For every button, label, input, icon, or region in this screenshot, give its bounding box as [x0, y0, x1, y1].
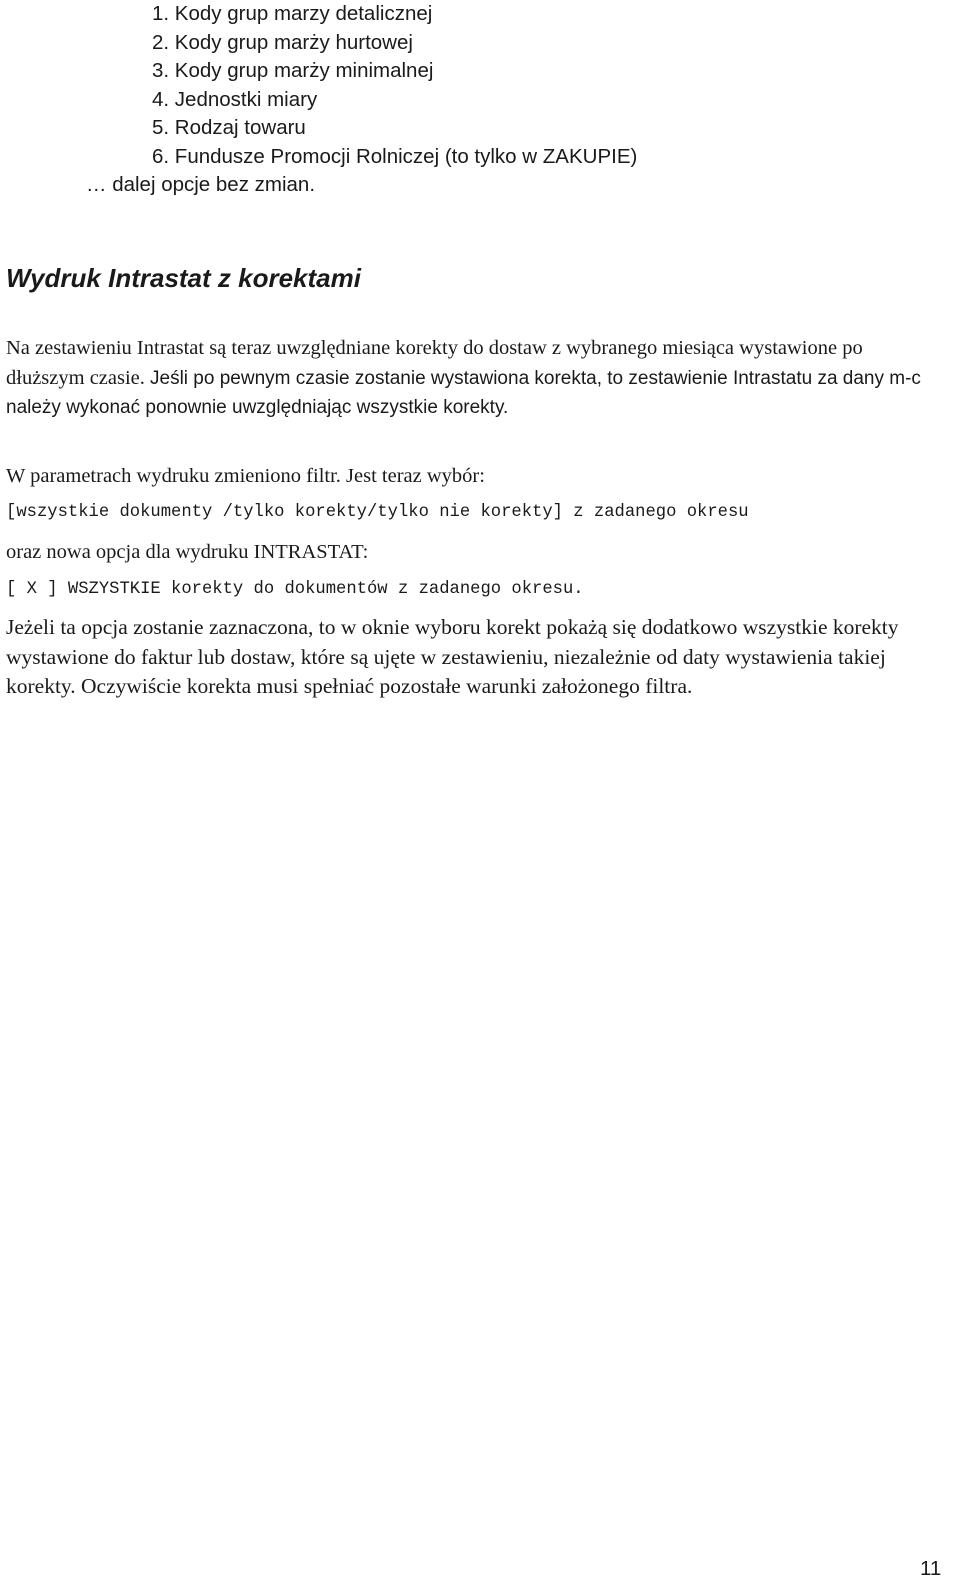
paragraph-filter: W parametrach wydruku zmieniono filtr. Jest teraz wybór: [6, 465, 485, 487]
paragraph-explanation: Jeżeli ta opcja zostanie zaznaczona, to w oknie wyboru korekt pokażą się dodatkowo wszystkie korekty wystawione do faktur lub dostaw, które są ujęte w zestawieniu, niezależnie od daty wystawienia takiej korekty. Oczywiście korekta musi spełniać pozostałe warunki założonego filtra. [6, 615, 899, 699]
list-item: 5. Rodzaj towaru [152, 116, 306, 139]
options-list [152, 0, 637, 171]
paragraph-new-option: oraz nowa opcja dla wydruku INTRASTAT: [6, 541, 369, 563]
list-item: 3. Kody grup marży minimalnej [152, 59, 434, 82]
filter-options-code: [wszystkie dokumenty /tylko korekty/tylko nie korekty] z zadanego okresu [6, 503, 749, 522]
page-number: 11 [920, 1557, 942, 1580]
section-heading: Wydruk Intrastat z korektami [6, 263, 361, 293]
list-item: 2. Kody grup marży hurtowej [152, 30, 413, 54]
paragraph-intro-serif: Na zestawieniu Intrastat są teraz uwzględniane korekty do dostaw z wybranego miesiąca wystawione po dłuższym czasie. [6, 337, 863, 389]
paragraph-intro [6, 334, 946, 423]
list-item: 1. Kody grup marzy detalicznej [152, 2, 433, 25]
list-continuation: … dalej opcje bez zmian. [86, 173, 316, 196]
list-item: 4. Jednostki miary [152, 87, 318, 111]
list-item: 6. Fundusze Promocji Rolniczej (to tylko w ZAKUPIE) [152, 144, 638, 168]
checkbox-option-code: [ X ] WSZYSTKIE korekty do dokumentów z zadanego okresu. [6, 580, 584, 599]
paragraph-intro-sans: Jeśli po pewnym czasie zostanie wystawiona korekta, to zestawienie Intrastatu za dany m-c należy wykonać ponownie uwzględniając wszystkie korekty. [6, 367, 921, 418]
